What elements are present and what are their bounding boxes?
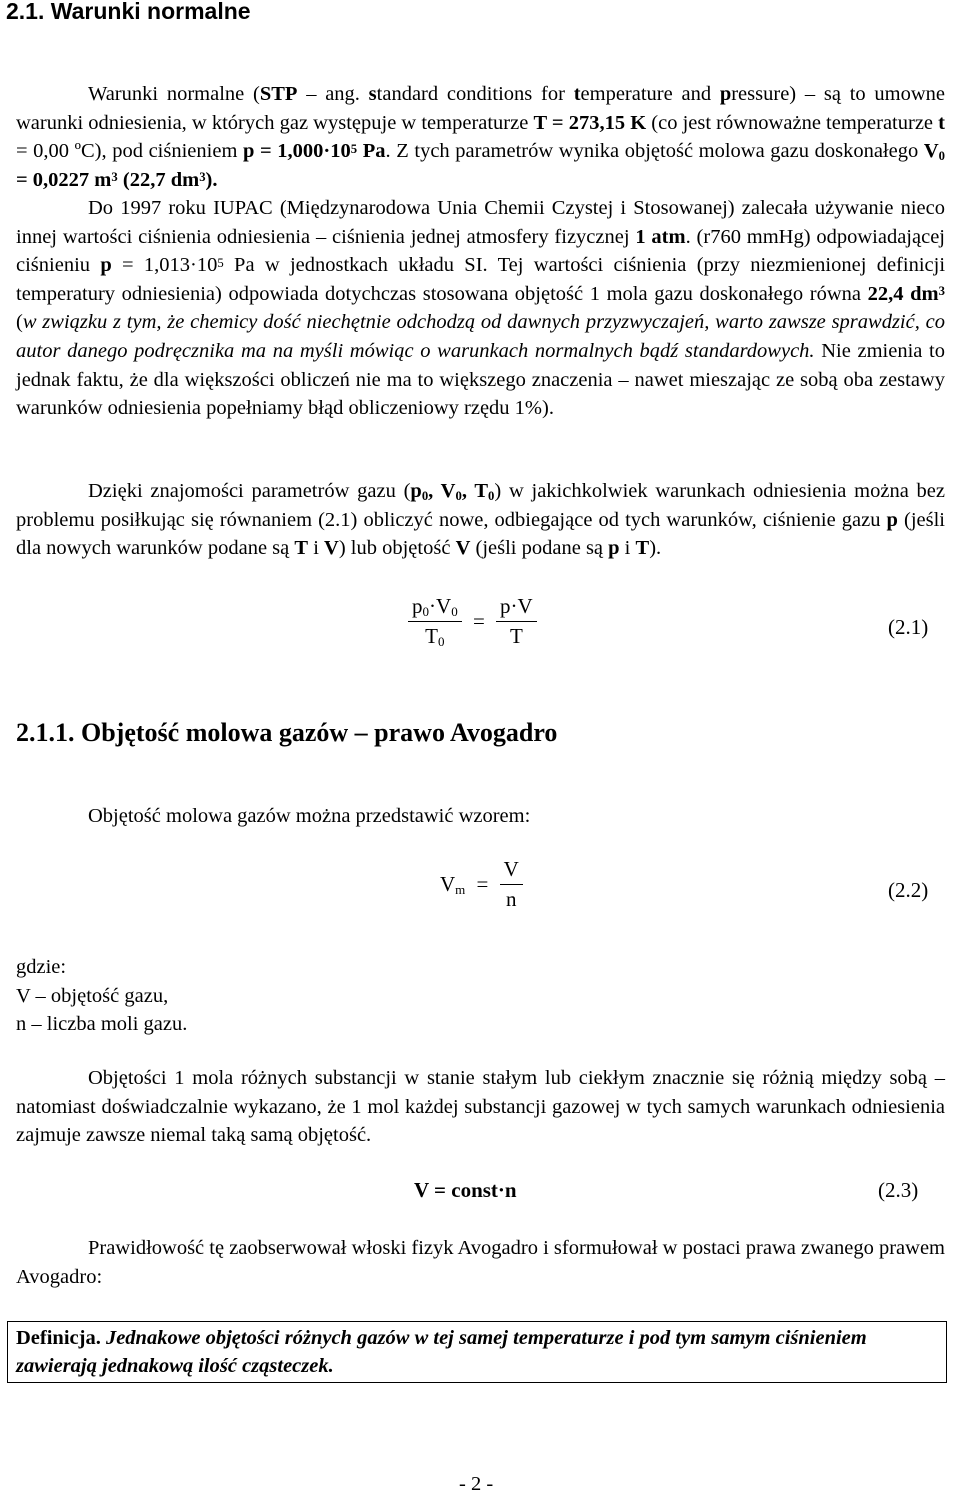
definition-text: Jednakowe objętości różnych gazów w tej samej temperaturze i pod tym samym ciśnieniem zawierają jednakową ilość cząsteczek. [16,1327,867,1377]
where-label: gdzie: [16,956,67,978]
fraction-right: $\frac{p\cdot V}{T}$ [496,594,537,649]
equation-2-3: V = const·n [414,1178,517,1202]
paragraph-molar-volume: Objętość molowa gazów można przedstawić wzorem: [88,805,531,827]
paragraph-solids-liquids: Objętości 1 mola różnych substancji w stanie stałym lub ciekłym znacznie się różnią między sobą – natomiast doświadczalnie wykazano, że 1 mol każdej substancji gazowej w tych samych warunkach odniesienia zajmuje zawsze niemal taką samą objętość. [16,1067,945,1147]
section-title: 2.1. Warunki normalne [6,0,251,24]
page-number: - 2 - [459,1473,494,1495]
equation-number-2-3: (2.3) [878,1178,919,1202]
list-item: V – objętość gazu, [16,984,169,1007]
definition-label: Definicja. [16,1327,101,1349]
equation-number-2-2: (2.2) [888,878,929,902]
paragraph-stp: Warunki normalne (STP – ang. standard conditions for temperature and pressure) – są to umowne warunki odniesienia, w których gaz występuje w temperaturze T = 273,15 K (co jest równoważne temperaturze t = 0,00 ºC), pod ciśnieniem $p = 1,000\cdot 10^5$ Pa. Z tych parametrów wynika objętość molowa gazu doskonałego $V_0 = 0,0227$ $m^3$ (22,7 $dm^3$). [16,83,945,191]
paragraph-iupac: Do 1997 roku IUPAC (Międzynarodowa Unia Chemii Czystej i Stosowanej) zalecała używanie nieco innej wartości ciśnienia odniesienia – ciśnienia jednej atmosfery fizycznej 1 atm. (r760 mmHg) odpowiadającej ciśnieniu $p = 1,013\cdot 10^5$ Pa w jednostkach układu SI. Tej wartości ciśnienia (przy niezmienionej definicji temperatury odniesienia) odpowiada dotychczas stosowana objętość 1 mola gazu doskonałego równa 22,4 $dm^3$ (w związku z tym, że chemicy dość niechętnie odchodzą od dawnych przyzwyczajeń, warto zawsze sprawdzić, co autor danego podręcznika ma na myśli mówiąc o warunkach normalnych bądź standardowych. Nie zmienia to jednak faktu, że dla większości obliczeń nie ma to większego znaczenia – nawet mieszając ze sobą oba zestawy warunków odniesienia popełniamy błąd obliczeniowy rzędu 1%). [16,197,946,420]
paragraph-avogadro: Prawidłowość tę zaobserwował włoski fizyk Avogadro i sformułował w postaci prawa zwanego prawem Avogadro: [16,1237,945,1288]
fraction-left: $\frac{p_0\cdot V_0}{T_0}$ [408,594,462,649]
equation-2-1: $\frac{p_0\cdot V_0}{T_0}$ = $\frac{p\cdot V}{T}$ [408,594,537,649]
equation-2-2: $V_m$ = $\frac{V}{n}$ [440,857,523,912]
equation-number-2-1: (2.1) [888,615,929,639]
fraction-v-over-n: $\frac{V}{n}$ [500,857,523,912]
paragraph-parameters: Dzięki znajomości parametrów gazu ($p_0$, $V_0$, $T_0$) w jakichkolwiek warunkach odniesienia można bez problemu posiłkując się równaniem (2.1) obliczyć nowe, odbiegające od tych warunków, ciśnienie gazu p (jeśli dla nowych warunków podane są T i V) lub objętość V (jeśli podane są p i T). [16,480,945,560]
variable-definitions [16,953,187,1039]
subsection-title: 2.1.1. Objętość molowa gazów – prawo Avogadro [16,718,558,747]
definition-box [7,1321,947,1383]
list-item: n – liczba moli gazu. [16,1013,188,1036]
